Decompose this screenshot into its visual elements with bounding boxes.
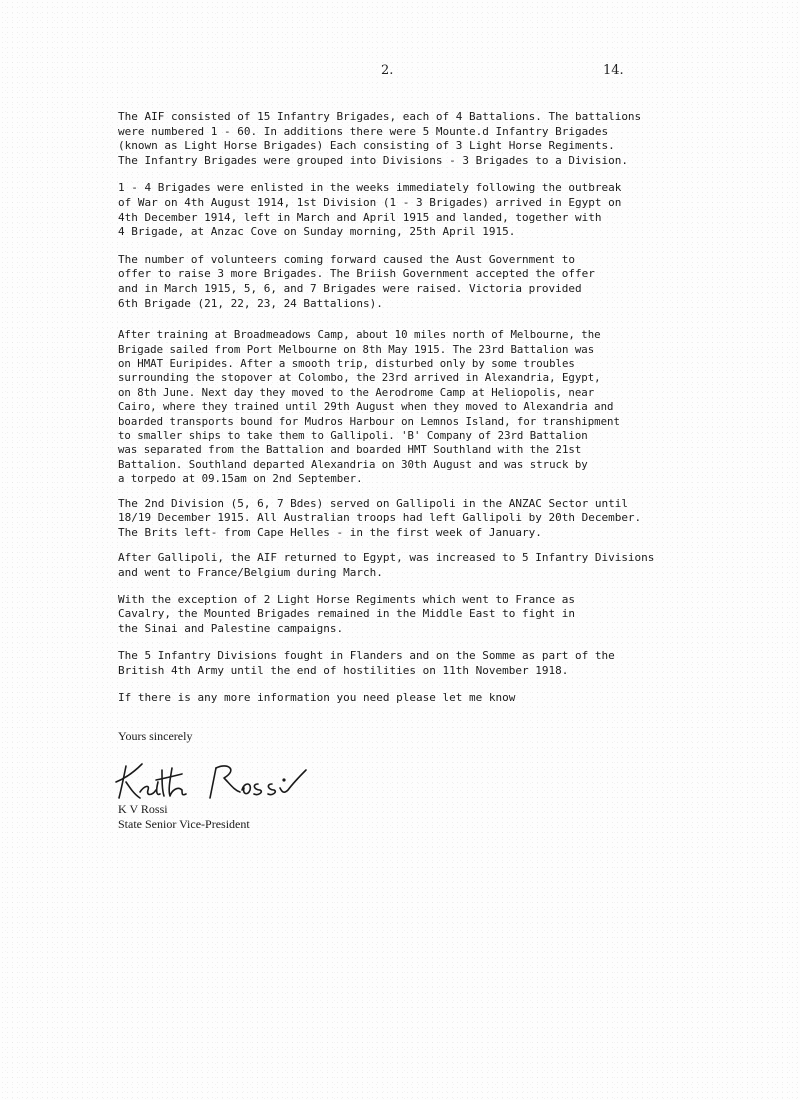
paragraph-first-brigades: 1 - 4 Brigades were enlisted in the weeks immediately following the outbreak of War on 4th August 1914, 1st Division (1 - 3 Brigades) arrived in Egypt on 4th December 1914, left in March and April 1915 and landed, together with 4 Brigade, at Anzac Cove on Sunday morning, 25th April 1915. [118,181,622,239]
paragraph-volunteers: The number of volunteers coming forward caused the Aust Government to offer to raise 3 more Brigades. The Briish Government accepted the offer and in March 1915, 5, 6, and 7 Brigades were raised. Victoria provided 6th Brigade (21, 22, 23, 24 Battalions). [118,252,595,310]
signer-name: K V Rossi [118,802,168,816]
paragraph-second-division: The 2nd Division (5, 6, 7 Bdes) served on Gallipoli in the ANZAC Sector until 18/19 December 1915. All Australian troops had left Gallipoli by 20th December. The Brits left- from Cape Helles - in the first week of January. [118,496,642,539]
signer-block [118,802,250,832]
paragraph-infantry-divisions: The 5 Infantry Divisions fought in Flanders and on the Somme as part of the British 4th Army until the end of hostilities on 11th November 1918. [118,649,615,677]
closing-salutation: Yours sincerely [118,729,193,743]
paragraph-training-voyage: After training at Broadmeadows Camp, about 10 miles north of Melbourne, the Brigade sailed from Port Melbourne on 8th May 1915. The 23rd Battalion was on HMAT Euripides. After a smooth trip, disturbed only by some troubles surrounding the stopover at Colombo, the 23rd arrived in Alexandria, Egypt, on 8th June. Next day they moved to the Aerodrome Camp at Heliopolis, near Cairo, where they trained until 29th August when they moved to Alexandria and boarded transports bound for Mudros Harbour on Lemnos Island, for transhipment to smaller ships to take them to Gallipoli. 'B' Company of 23rd Battalion was separated from the Battalion and boarded HMT Southland with the 21st Battalion. Southland departed Alexandria on 30th August and was struck by a torpedo at 09.15am on 2nd September. [118,328,620,486]
page-number: 2. [381,63,394,78]
paragraph-aif-structure: The AIF consisted of 15 Infantry Brigades, each of 4 Battalions. The battalions were numbered 1 - 60. In additions there were 5 Mounte.d Infantry Brigades (known as Light Horse Brigades) Each consisting of 3 Light Horse Regiments. The Infantry Brigades were grouped into Divisions - 3 Brigades to a Division. [118,110,642,167]
letter-body [118,110,678,717]
paragraph-light-horse: With the exception of 2 Light Horse Regiments which went to France as Cavalry, the Mounted Brigades remained in the Middle East to fight in the Sinai and Palestine campaigns. [118,592,575,635]
paragraph-more-information: If there is any more information you need please let me know [118,690,516,704]
paragraph-after-gallipoli: After Gallipoli, the AIF returned to Egypt, was increased to 5 Infantry Divisions and went to France/Belgium during March. [118,551,655,579]
sequence-number: 14. [603,63,624,78]
signer-title: State Senior Vice-President [118,817,250,831]
